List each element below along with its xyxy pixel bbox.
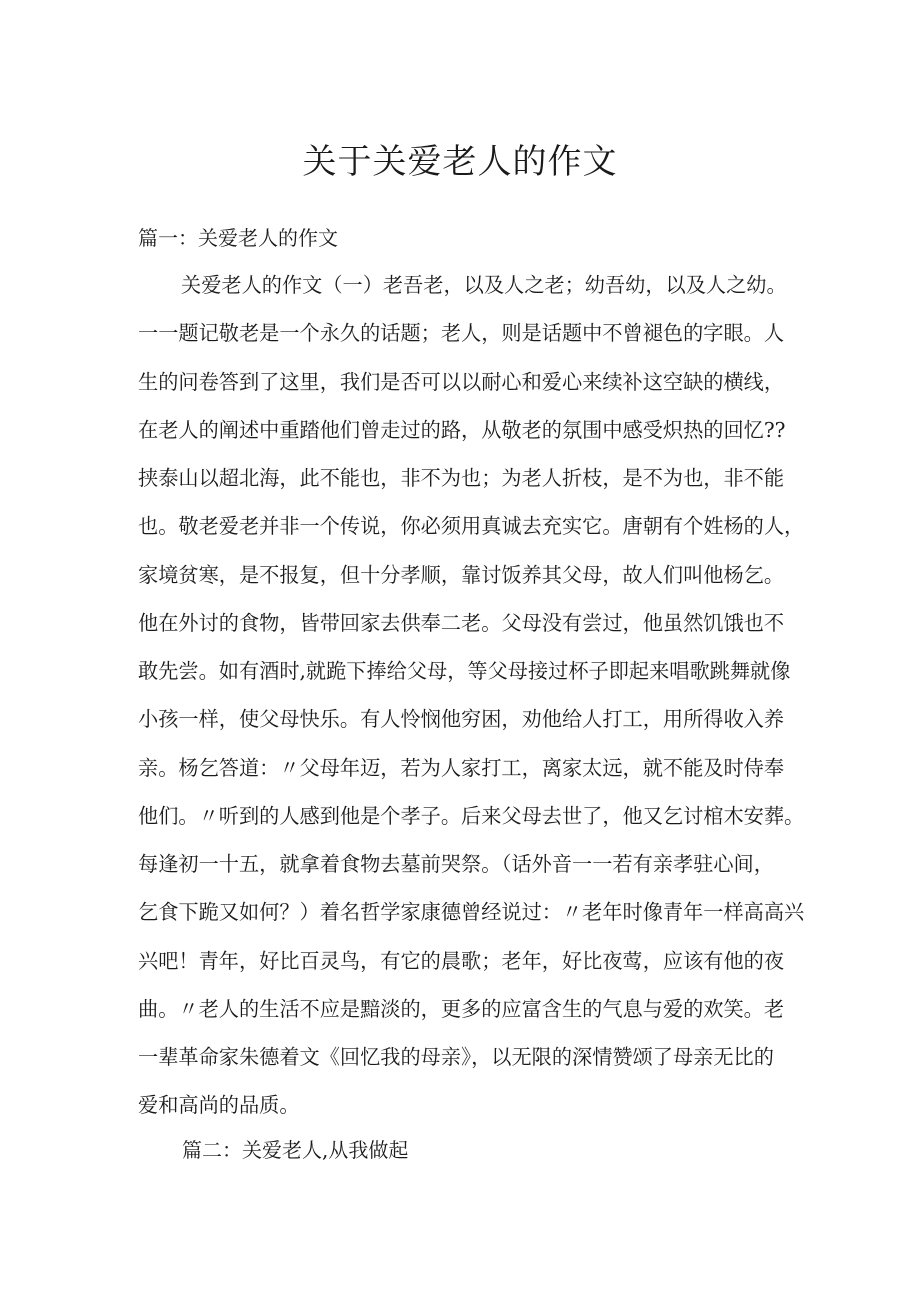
paragraph-line: 亲。杨乞答道：〃父母年迈，若为人家打工，离家太远，就不能及时侍奉 (138, 755, 785, 780)
section-heading-2: 篇二：关爱老人,从我做起 (182, 1138, 409, 1162)
paragraph-line: 在老人的阐述中重踏他们曾走过的路，从敬老的氛围中感受炽热的回忆?? (138, 417, 786, 442)
paragraph-line: 生的问卷答到了这里，我们是否可以以耐心和爱心来续补这空缺的横线， (138, 369, 785, 394)
paragraph-line: 他们。〃听到的人感到他是个孝子。后来父母去世了，他又乞讨棺木安葬。 (138, 803, 805, 828)
paragraph-line: 兴吧！青年，好比百灵鸟，有它的晨歌；老年，好比夜莺，应该有他的夜 (138, 948, 785, 973)
paragraph-line: 家境贫寒，是不报复，但十分孝顺，靠讨饭养其父母，故人们叫他杨乞。 (138, 562, 785, 587)
paragraph-line: 关爱老人的作文（一）老吾老，以及人之老；幼吾幼，以及人之幼。 (181, 273, 787, 297)
paragraph-line: 小孩一样，使父母快乐。有人怜悯他穷困，劝他给人打工，用所得收入养 (138, 707, 785, 732)
paragraph-line: 挟泰山以超北海，此不能也，非不为也；为老人折枝，是不为也，非不能 (138, 466, 785, 490)
paragraph-line: 乞食下跪又如何？）着名哲学家康德曾经说过：〃老年时像青年一样高高兴 (138, 900, 805, 925)
section-1-paragraph (138, 271, 805, 1140)
paragraph-line: 也。敬老爱老并非一个传说，你必须用真诚去充实它。唐朝有个姓杨的人， (138, 514, 805, 539)
paragraph-line: 曲。〃老人的生活不应是黯淡的，更多的应富含生的气息与爱的欢笑。老 (138, 996, 785, 1021)
section-heading-1: 篇一：关爱老人的作文 (138, 226, 338, 250)
paragraph-line: 敢先尝。如有酒时,就跪下捧给父母，等父母接过杯子即起来唱歌跳舞就像 (138, 659, 791, 683)
paragraph-line: 他在外讨的食物，皆带回家去供奉二老。父母没有尝过，他虽然饥饿也不 (138, 610, 785, 635)
paragraph-line: 一辈革命家朱德着文《回忆我的母亲》，以无限的深情赞颂了母亲无比的 (138, 1045, 774, 1069)
document-title: 关于关爱老人的作文 (302, 142, 618, 182)
paragraph-line: 爱和高尚的品质。 (138, 1093, 300, 1118)
paragraph-line: 一一题记敬老是一个永久的话题；老人，则是话题中不曾褪色的字眼。人 (138, 321, 785, 346)
paragraph-line: 每逢初一十五，就拿着食物去墓前哭祭。（话外音一一若有亲孝驻心间， (138, 852, 774, 876)
